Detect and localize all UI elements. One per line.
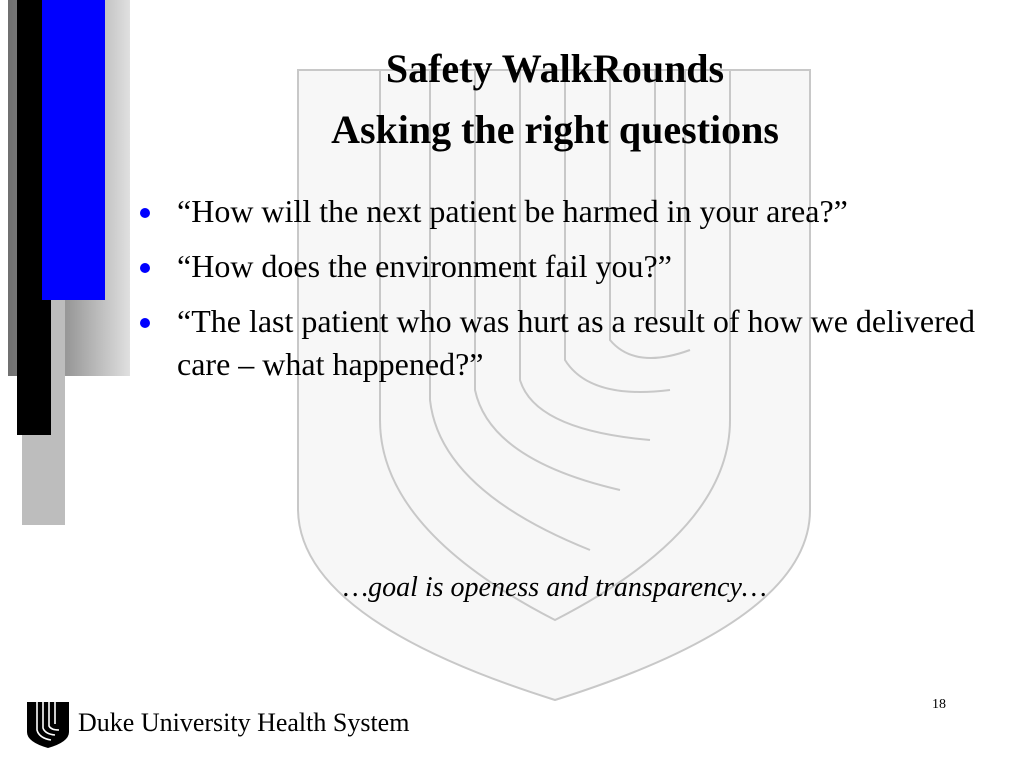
bullet-text: “How will the next patient be harmed in your area?” [177, 193, 848, 229]
bullet-text: “The last patient who was hurt as a result of how we delivered care – what happened?” [177, 303, 975, 382]
organization-name: Duke University Health System [78, 708, 410, 737]
blue-bar [42, 0, 105, 300]
bullet-dot-icon [140, 208, 150, 218]
bullet-item [140, 190, 980, 233]
bullet-item [140, 245, 980, 288]
bullet-item [140, 300, 980, 386]
bullet-text: “How does the environment fail you?” [177, 248, 672, 284]
bullet-dot-icon [140, 318, 150, 328]
duke-shield-icon [25, 700, 71, 750]
page-number: 18 [932, 697, 946, 712]
bullet-dot-icon [140, 263, 150, 273]
goal-statement: …goal is openess and transparency… [343, 572, 767, 603]
slide-title: Safety WalkRounds [385, 46, 725, 91]
slide-subtitle: Asking the right questions [331, 107, 779, 152]
bullet-list [140, 190, 980, 398]
